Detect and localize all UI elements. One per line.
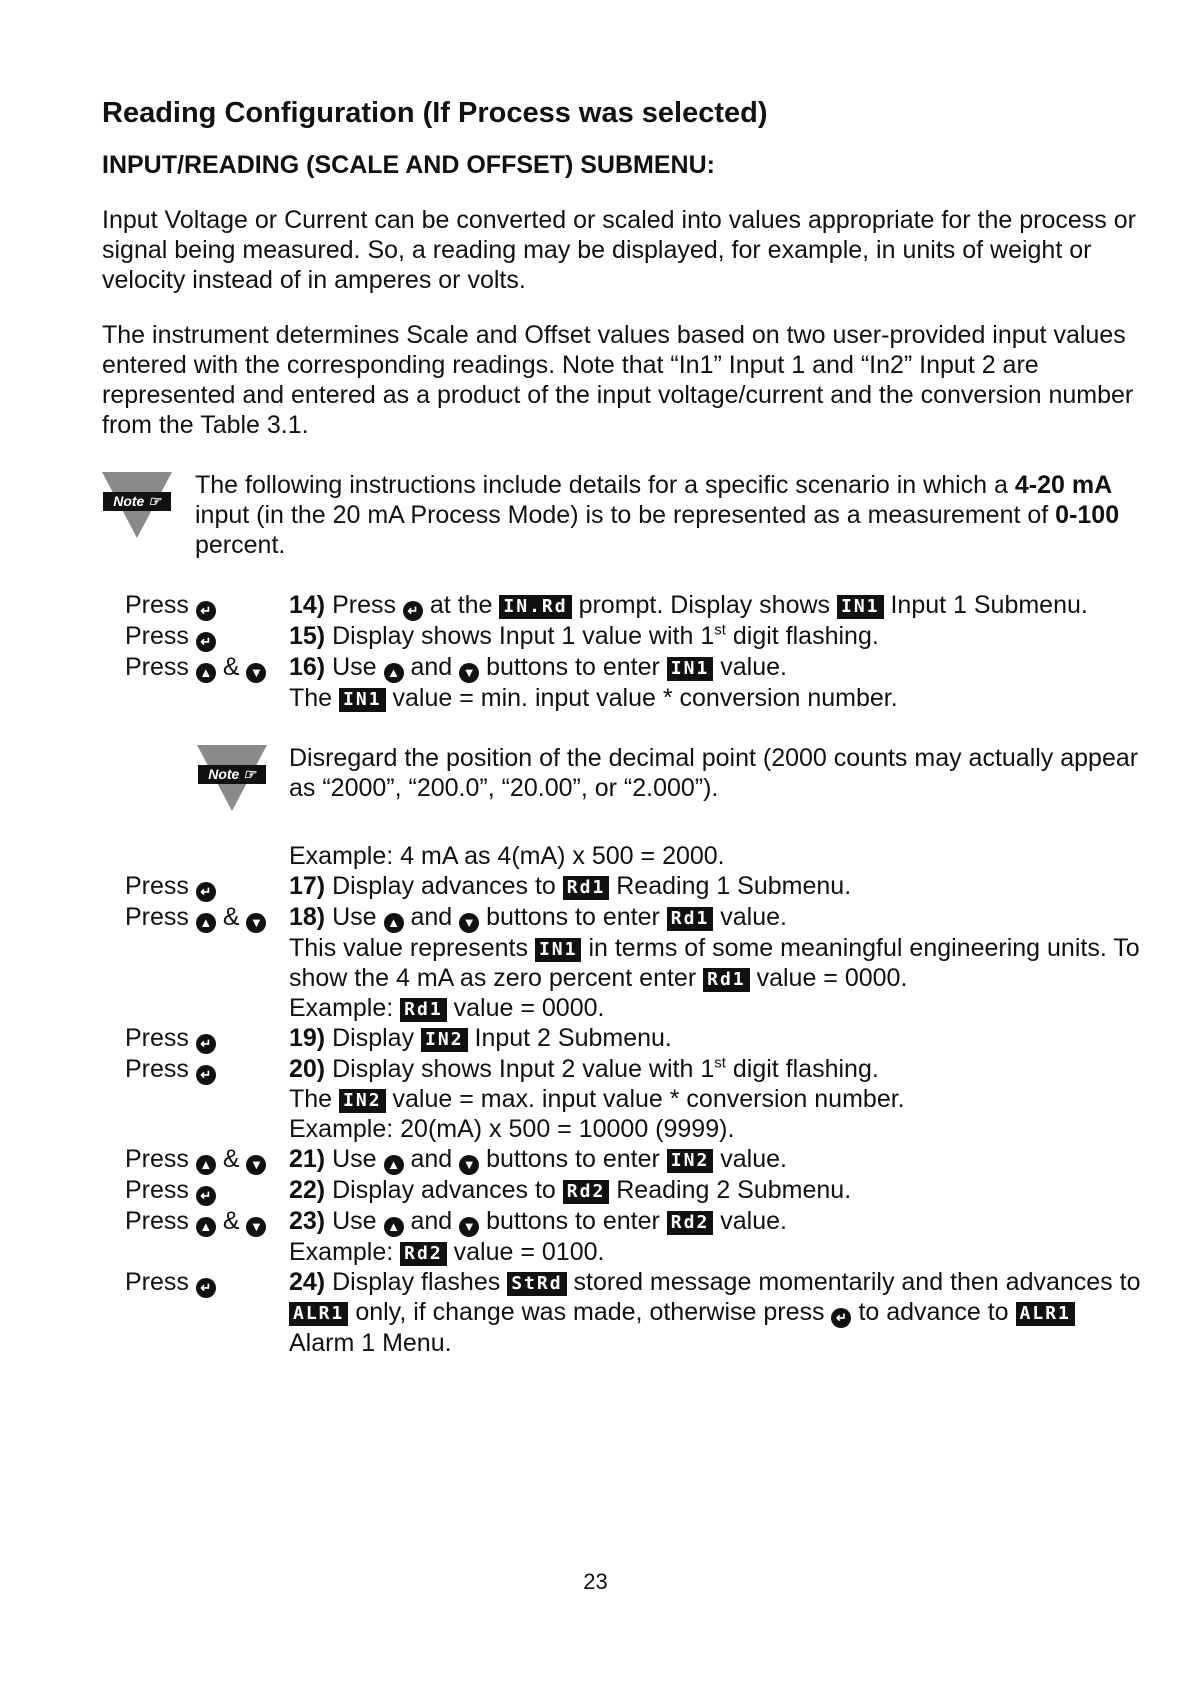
lcd-in1: IN1	[837, 595, 884, 619]
down-arrow-icon: ▼	[246, 1155, 266, 1175]
page-title: Reading Configuration (If Process was selected)	[102, 97, 768, 129]
lcd-rd2: Rd2	[667, 1211, 714, 1235]
lcd-in1: IN1	[667, 657, 714, 681]
note-icon: Note ☞	[102, 472, 172, 538]
down-arrow-icon: ▼	[246, 663, 266, 683]
up-arrow-icon: ▲	[196, 913, 216, 933]
lcd-rd2: Rd2	[400, 1242, 447, 1266]
down-arrow-icon: ▼	[459, 1217, 479, 1237]
enter-icon: ↵	[196, 1186, 216, 1206]
enter-icon: ↵	[196, 601, 216, 621]
enter-icon: ↵	[196, 1034, 216, 1054]
note-decimal-text: Disregard the position of the decimal point (2000 counts may actually appear as “2000”, “200.0”, “20.00”, or “2.000”).	[289, 744, 1139, 802]
step-15: Press ↵ 15) Display shows Input 1 value with 1st digit flashing.	[125, 621, 879, 650]
lcd-rd1: Rd1	[667, 907, 714, 931]
page-number: 23	[583, 1569, 608, 1594]
step-17: Press ↵ 17) Display advances to Rd1 Reading 1 Submenu.	[125, 872, 852, 900]
note-scenario-text: The following instructions include details for a specific scenario in which a 4-20 mA input (in the 20 mA Process Mode) is to be represented as a measurement of 0-100 percent.	[195, 471, 1120, 559]
up-arrow-icon: ▲	[384, 913, 404, 933]
down-arrow-icon: ▼	[246, 1217, 266, 1237]
down-arrow-icon: ▼	[459, 1155, 479, 1175]
note-icon: Note ☞	[197, 745, 267, 811]
up-arrow-icon: ▲	[384, 663, 404, 683]
step-14: Press ↵ 14) Press ↵ at the IN.Rd prompt. Display shows IN1 Input 1 Submenu.	[125, 591, 1088, 619]
steps-list	[102, 590, 1142, 1358]
up-arrow-icon: ▲	[384, 1217, 404, 1237]
step-19: Press ↵ 19) Display IN2 Input 2 Submenu.	[125, 1024, 672, 1052]
lcd-inrd: IN.Rd	[499, 595, 571, 619]
scale-offset-paragraph: The instrument determines Scale and Offset values based on two user-provided input values entered with the corresponding readings. Note that “In1” Input 1 and “In2” Input 2 are represented and entered as a product of the input voltage/current and the conversion number from the Table 3.1.	[102, 321, 1134, 439]
step-16: Press ▲ & ▼ 16) Use ▲ and ▼ buttons to enter IN1 value. The IN1 value = min. input value * conversion number.	[125, 653, 898, 712]
up-arrow-icon: ▲	[196, 1155, 216, 1175]
step-21: Press ▲ & ▼ 21) Use ▲ and ▼ buttons to enter IN2 value.	[125, 1145, 787, 1173]
enter-icon: ↵	[196, 882, 216, 902]
up-arrow-icon: ▲	[196, 663, 216, 683]
lcd-in2: IN2	[421, 1028, 468, 1052]
lcd-in2: IN2	[667, 1149, 714, 1173]
enter-icon: ↵	[831, 1308, 851, 1328]
step-22: Press ↵ 22) Display advances to Rd2 Reading 2 Submenu.	[125, 1176, 852, 1204]
lcd-rd1: Rd1	[400, 998, 447, 1022]
note-decimal-point	[102, 743, 1142, 811]
enter-icon: ↵	[196, 632, 216, 652]
lcd-strd: StRd	[507, 1272, 566, 1296]
intro-paragraph: Input Voltage or Current can be converted or scaled into values appropriate for the process or signal being measured. So, a reading may be displayed, for example, in units of weight or velocity instead of in amperes or volts.	[102, 206, 1136, 294]
lcd-alr1: ALR1	[289, 1302, 348, 1326]
step-23: Press ▲ & ▼ 23) Use ▲ and ▼ buttons to enter Rd2 value. Example: Rd2 value = 0100.	[125, 1207, 787, 1266]
example-line: Example: 4 mA as 4(mA) x 500 = 2000.	[289, 842, 725, 870]
lcd-rd2: Rd2	[563, 1180, 610, 1204]
down-arrow-icon: ▼	[459, 663, 479, 683]
enter-icon: ↵	[196, 1278, 216, 1298]
enter-icon: ↵	[196, 1065, 216, 1085]
lcd-in1: IN1	[535, 938, 582, 962]
lcd-in1: IN1	[339, 688, 386, 712]
step-18: Press ▲ & ▼ 18) Use ▲ and ▼ buttons to enter Rd1 value. This value represents IN1 in terms of some meaningful engineering units. To show the 4 mA as zero percent enter Rd1 value = 0000. Example: Rd1 value = 0000.	[125, 903, 1140, 1022]
enter-icon: ↵	[403, 601, 423, 621]
step-20: Press ↵ 20) Display shows Input 2 value with 1st digit flashing. The IN2 value = max. input value * conversion number. Example: 20(mA) x 500 = 10000 (9999).	[125, 1054, 905, 1143]
lcd-in2: IN2	[339, 1089, 386, 1113]
up-arrow-icon: ▲	[196, 1217, 216, 1237]
step-24: Press ↵ 24) Display flashes StRd stored message momentarily and then advances to ALR1 only, if change was made, otherwise press ↵ to advance to ALR1 Alarm 1 Menu.	[125, 1268, 1141, 1357]
lcd-rd1: Rd1	[563, 876, 610, 900]
lcd-rd1: Rd1	[703, 968, 750, 992]
up-arrow-icon: ▲	[384, 1155, 404, 1175]
note-scenario	[102, 470, 1142, 560]
page-content	[102, 96, 1142, 1358]
down-arrow-icon: ▼	[459, 913, 479, 933]
down-arrow-icon: ▼	[246, 913, 266, 933]
lcd-alr1: ALR1	[1016, 1302, 1075, 1326]
section-subtitle: INPUT/READING (SCALE AND OFFSET) SUBMENU:	[102, 151, 715, 179]
